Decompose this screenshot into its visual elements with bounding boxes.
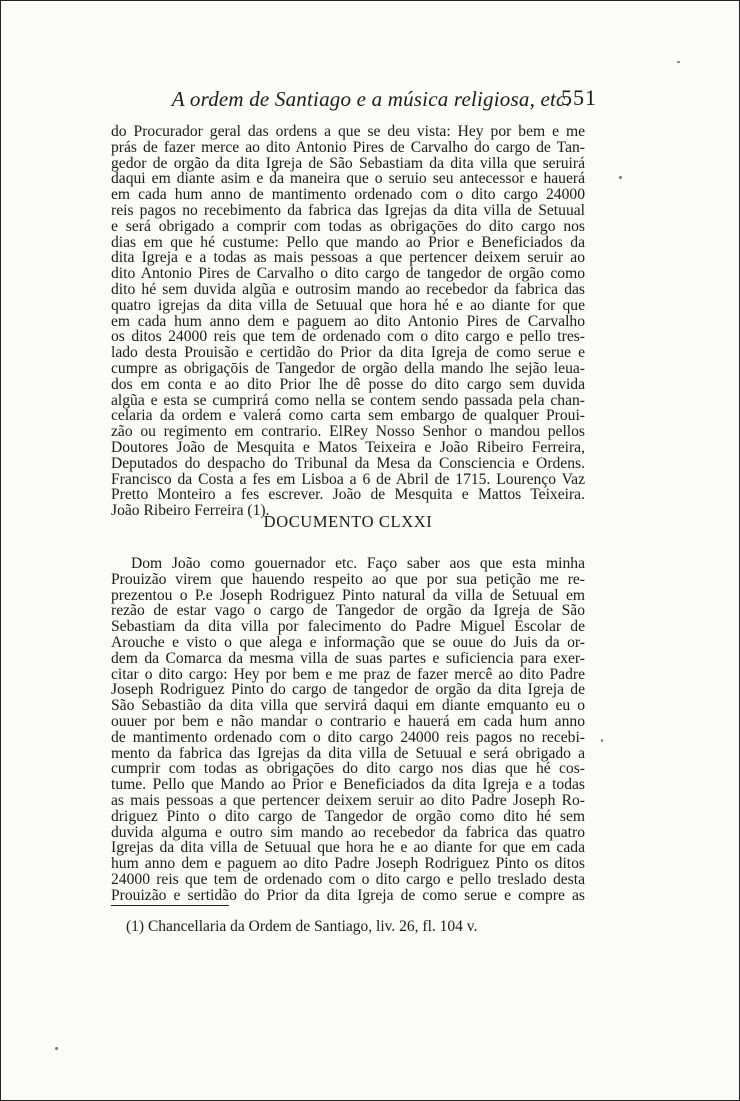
text-line: Deputados do despacho do Tribunal da Mesa da Consciencia e Ordens. [111,454,585,472]
document-text [111,556,585,904]
text-line: as mais pessoas a que pertencer deixem seruir ao dito Padre Joseph Ro- [111,791,585,809]
scan-speck [601,739,603,742]
text-line: ouuer por bem e não mandar o contrario e hauerá em cada hum anno [111,712,585,730]
text-line: 24000 reis que tem de ordenado com o dito cargo e pello treslado desta [111,870,585,888]
running-head-title: A ordem de Santiago e a música religiosa, etc. [171,87,571,111]
text-line: João Ribeiro Ferreira (1). [111,502,270,520]
text-line: dito Antonio Pires de Carvalho o dito cargo de tangedor de orgão como [111,265,585,283]
text-line: daqui em diante asim e da maneira que o seruio seu antecessor e hauerá [111,170,585,188]
text-line: mento da fabrica das Igrejas da dita villa de Setuual e será obrigado a [111,744,585,762]
text-line: Prouizão e sertidão do Prior da dita Igreja de como serue e compre as [111,886,585,904]
text-line: driguez Pinto o dito cargo de Tangedor de orgão como dito hé sem [111,807,585,825]
text-line: dem da Comarca da mesma villa de suas partes e suficiencia para exer- [111,649,585,667]
text-line: São Sebastião da dita villa que servirá daqui em diante emquanto eu o [111,697,585,715]
text-line: Joseph Rodriguez Pinto do cargo de tangedor de orgão da dita Igreja de [111,681,585,699]
text-line: de mantimento ordenado com o dito cargo 24000 reis pagos no recebi- [111,728,585,746]
text-line: celaria da ordem e valerá como carta sem embargo de qualquer Proui- [111,407,585,425]
text-line: dita Igreja e a todas as mais pessoas a que pertencer deixem seruir ao [111,249,585,267]
text-line: quatro igrejas da dita villa de Setuual que hora hé e ao diante for que [111,296,585,314]
text-line: reis pagos no recebimento da fabrica das Igrejas da dita villa de Setuual [111,201,585,219]
text-line: Doutores João de Mesquita e Matos Teixeira e João Ribeiro Ferreira, [111,438,585,456]
text-line: Sebastiam da dita villa por falecimento do Padre Miguel Escolar de [111,618,585,636]
footnote-divider [111,905,229,906]
text-line: Francisco da Costa a fes em Lisboa a 6 de Abril de 1715. Lourenço Vaz [111,470,585,488]
text-line: algũa e esta se cumprirá como nella se contem sendo passada pela chan- [111,391,585,409]
text-line: cumpre as obrigaçōis de Tangedor de orgão della mando lhe sejão leua- [111,359,585,377]
page-number: 551 [561,85,597,110]
text-line: hum anno dem e paguem ao dito Padre Joseph Rodriguez Pinto os ditos [111,855,585,873]
text-line: em cada hum anno dem e paguem ao dito Antonio Pires de Carvalho [111,312,585,330]
text-line: rezão de estar vago o cargo de Tangedor de orgão da Igreja de São [111,602,585,620]
text-line: citar o dito cargo: Hey por bem e me praz de fazer mercê ao dito Padre [111,665,585,683]
text-line: tume. Pello que Mando ao Prior e Beneficiados da dita Igreja e a todas [111,776,585,794]
footnote: (1) Chancellaria da Ordem de Santiago, liv. 26, fl. 104 v. [126,918,478,935]
text-line: do Procurador geral das ordens a que se deu vista: Hey por bem e me [111,123,585,140]
text-line: Prouizão virem que hauendo respeito ao que por sua petição me re- [111,570,585,588]
text-line: dias em que hé custume: Pello que mando ao Prior e Beneficiados da [111,233,585,251]
text-line: Dom João como gouernador etc. Faço saber aos que esta minha [131,555,585,572]
text-line: Arouche e visto o que alega e informação que se ouue do Juis da or- [111,633,585,651]
text-line: em cada hum anno de mantimento ordenado com o dito cargo 24000 [111,186,585,204]
text-line: gedor de orgão da dita Igreja de São Sebastiam da dita villa que seruirá [111,154,585,172]
text-line: dito hé sem duvida algũa e outrosim mando ao recebedor da fabrica das [111,280,585,298]
text-line: duvida alguma e outro sim mando ao recebedor da fabrica das quatro [111,823,585,841]
text-line: Igrejas da dita villa de Setuual que hora he e ao diante for que em cada [111,839,585,857]
text-line: e será obrigado a comprir com todas as obrigaçōes do dito cargo nos [111,217,585,235]
text-line: os ditos 24000 reis que tem de ordenado com o dito cargo e pello tres- [111,328,585,346]
text-line: Pretto Monteiro a fes escrever. João de Mesquita e Mattos Teixeira. [111,486,585,504]
text-line: prezentou o P.e Joseph Rodriguez Pinto natural da villa de Setuual em [111,586,585,604]
text-line: lado desta Prouisão e certidão do Prior da dita Igreja de como serue e [111,344,585,362]
text-line: dos em conta e ao dito Prior lhe dê posse do dito cargo sem duvida [111,375,585,393]
text-line: prás de fazer merce ao dito Antonio Pires de Carvalho do cargo de Tan- [111,138,585,156]
continued-document-text [111,124,585,519]
scan-speck [55,1047,58,1050]
scan-speck [619,176,622,179]
scan-speck [677,61,680,63]
text-line: zão ou regimento em contrario. ElRey Nosso Senhor o mandou pellos [111,423,585,441]
text-line: cumprir com todas as obrigaçōes do dito cargo nos dias que hé cos- [111,760,585,778]
document-heading: DOCUMENTO CLXXI [263,512,433,531]
